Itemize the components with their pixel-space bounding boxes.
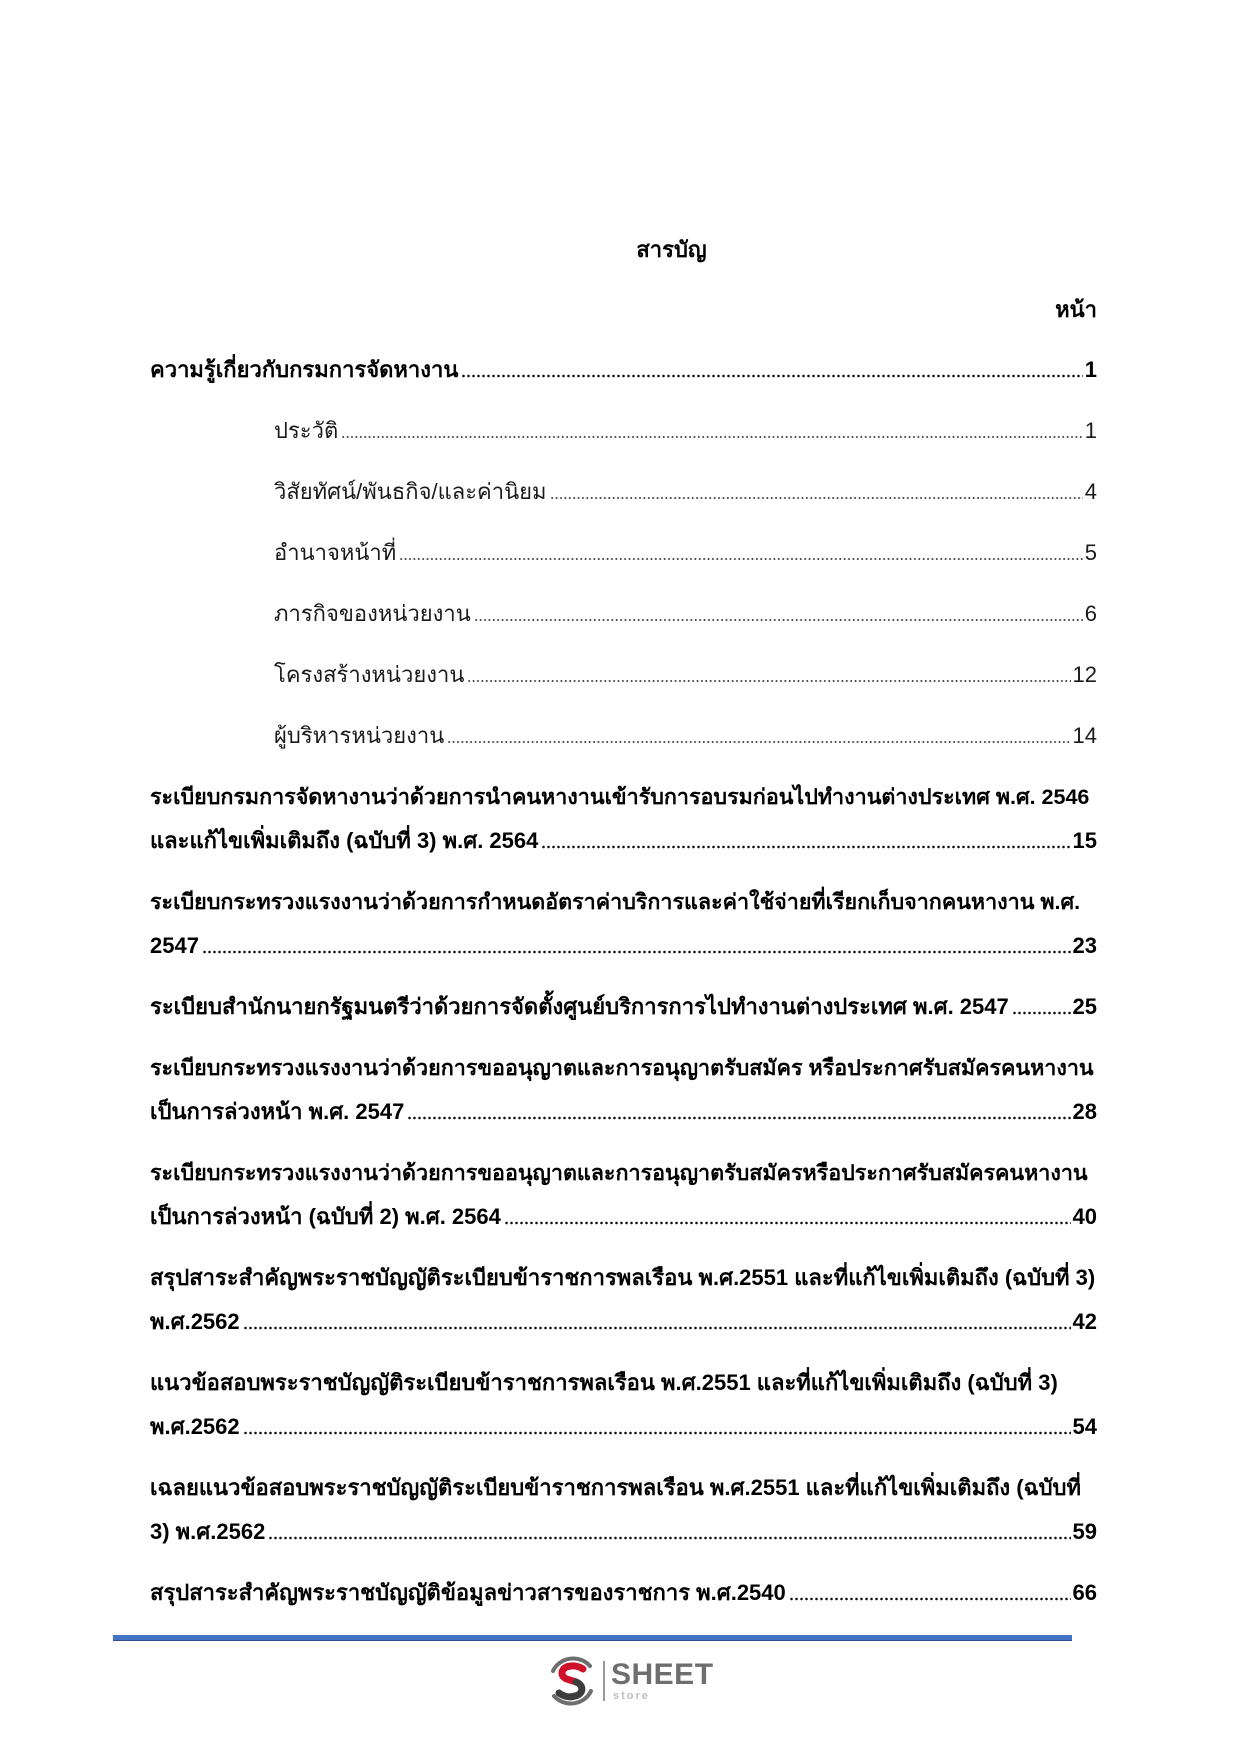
toc-entry: [150, 1151, 1097, 1239]
toc-page-number: 5: [1084, 540, 1097, 565]
toc-subentry: [150, 653, 1097, 697]
logo-divider: [603, 1661, 605, 1701]
toc-entry-title: ความรู้เกี่ยวกับกรมการจัดหางาน: [150, 357, 459, 382]
toc-leader-row: [274, 470, 1097, 514]
dot-leader: [1012, 985, 1071, 1029]
toc-entry-title: พ.ศ.2562: [150, 1309, 240, 1334]
toc-page-number: 1: [1084, 418, 1097, 443]
toc-entry-title: ประวัติ: [274, 418, 339, 443]
toc-subentry: [150, 714, 1097, 758]
toc-entry-title: เป็นการล่วงหน้า (ฉบับที่ 2) พ.ศ. 2564: [150, 1204, 501, 1229]
toc-entry-title: ผู้บริหารหน่วยงาน: [274, 723, 445, 748]
toc-subentry: [150, 592, 1097, 636]
toc-entry: [150, 985, 1097, 1029]
dot-leader: [504, 1195, 1071, 1239]
dot-leader: [243, 1405, 1071, 1449]
toc-leader-row: [150, 1300, 1097, 1344]
dot-leader: [541, 819, 1070, 863]
toc-leader-row: [150, 1510, 1097, 1554]
toc-page-number: 25: [1072, 994, 1097, 1019]
dot-leader: [461, 348, 1082, 392]
dot-leader: [550, 470, 1083, 514]
dot-leader: [407, 1090, 1070, 1134]
toc-page-number: 23: [1072, 933, 1097, 958]
toc-leader-row: [150, 924, 1097, 968]
toc-entry: [150, 880, 1097, 968]
dot-leader: [467, 653, 1070, 697]
table-of-contents: [150, 348, 1097, 1632]
toc-subentry: [150, 409, 1097, 453]
toc-leader-row: [150, 819, 1097, 863]
toc-leader-row: [274, 714, 1097, 758]
toc-entry-title: 2547: [150, 933, 199, 958]
dot-leader: [447, 714, 1070, 758]
dot-leader: [243, 1300, 1071, 1344]
logo-words: [611, 1660, 714, 1702]
toc-entry-title: โครงสร้างหน่วยงาน: [274, 662, 465, 687]
toc-entry: [150, 1361, 1097, 1449]
toc-page-number: 14: [1072, 723, 1097, 748]
toc-page-number: 28: [1072, 1099, 1097, 1124]
dot-leader: [789, 1571, 1071, 1615]
toc-entry: [150, 348, 1097, 392]
toc-leader-row: [150, 1571, 1097, 1615]
toc-leader-row: [150, 348, 1097, 392]
toc-page-number: 42: [1072, 1309, 1097, 1334]
toc-entry: [150, 1466, 1097, 1554]
toc-page-number: 12: [1072, 662, 1097, 687]
toc-leader-row: [274, 531, 1097, 575]
toc-leader-row: [150, 1090, 1097, 1134]
toc-entry-title: พ.ศ.2562: [150, 1414, 240, 1439]
toc-page-number: 66: [1072, 1580, 1097, 1605]
toc-entry-title-line: ระเบียบกรมการจัดหางานว่าด้วยการนำคนหางานเข้ารับการอบรมก่อนไปทำงานต่างประเทศ พ.ศ. 2546: [150, 785, 1090, 809]
toc-subentry: [150, 531, 1097, 575]
toc-page-number: 6: [1084, 601, 1097, 626]
toc-leader-row: [150, 1195, 1097, 1239]
toc-leader-row: [274, 592, 1097, 636]
toc-entry-title-line: ระเบียบกระทรวงแรงงานว่าด้วยการขออนุญาตและการอนุญาตรับสมัครหรือประกาศรับสมัครคนหางาน: [150, 1161, 1088, 1185]
toc-entry-title-line: ระเบียบกระทรวงแรงงานว่าด้วยการกำหนดอัตราค่าบริการและค่าใช้จ่ายที่เรียกเก็บจากคนหางาน พ.ศ.: [150, 890, 1081, 914]
toc-page-number: 15: [1072, 828, 1097, 853]
toc-entry-title-line: เฉลยแนวข้อสอบพระราชบัญญัติระเบียบข้าราชการพลเรือน พ.ศ.2551 และที่แก้ไขเพิ่มเติมถึง (ฉบับที่: [150, 1475, 1082, 1500]
toc-entry-title: และแก้ไขเพิ่มเติมถึง (ฉบับที่ 3) พ.ศ. 2564: [150, 828, 539, 853]
toc-page-number: 54: [1072, 1414, 1097, 1439]
toc-entry: [150, 1046, 1097, 1134]
toc-entry-title-line: แนวข้อสอบพระราชบัญญัติระเบียบข้าราชการพลเรือน พ.ศ.2551 และที่แก้ไขเพิ่มเติมถึง (ฉบับที่ 3): [150, 1370, 1058, 1395]
toc-entry: [150, 775, 1097, 863]
dot-leader: [399, 531, 1083, 575]
toc-entry-title: วิสัยทัศน์/พันธกิจ/และค่านิยม: [274, 479, 547, 504]
toc-entry: [150, 1256, 1097, 1344]
toc-entry-title: ระเบียบสำนักนายกรัฐมนตรีว่าด้วยการจัดตั้งศูนย์บริการการไปทำงานต่างประเทศ พ.ศ. 2547: [150, 994, 1009, 1019]
logo-wordmark: SHEET: [611, 1658, 714, 1691]
toc-page-number: 59: [1072, 1519, 1097, 1544]
toc-leader-row: [150, 985, 1097, 1029]
toc-entry-title-line: สรุปสาระสำคัญพระราชบัญญัติระเบียบข้าราชการพลเรือน พ.ศ.2551 และที่แก้ไขเพิ่มเติมถึง (ฉบับที่ 3): [150, 1265, 1096, 1290]
toc-entry-title: สรุปสาระสำคัญพระราชบัญญัติข้อมูลข่าวสารของราชการ พ.ศ.2540: [150, 1580, 786, 1605]
sheetstore-logo: [546, 1656, 714, 1706]
toc-entry-title: เป็นการล่วงหน้า พ.ศ. 2547: [150, 1099, 405, 1124]
toc-entry-title-line: ระเบียบกระทรวงแรงงานว่าด้วยการขออนุญาตและการอนุญาตรับสมัคร หรือประกาศรับสมัครคนหางาน: [150, 1056, 1094, 1080]
toc-page-number: 4: [1084, 479, 1097, 504]
footer-rule: [113, 1635, 1072, 1641]
toc-subentry: [150, 470, 1097, 514]
toc-page-number: 1: [1084, 357, 1097, 382]
toc-entry: [150, 1571, 1097, 1615]
page-title: สารบัญ: [636, 237, 707, 262]
toc-leader-row: [274, 409, 1097, 453]
toc-entry-title: ภารกิจของหน่วยงาน: [274, 601, 471, 626]
dot-leader: [341, 409, 1083, 453]
dot-leader: [202, 924, 1071, 968]
toc-leader-row: [274, 653, 1097, 697]
toc-page-number: 40: [1072, 1204, 1097, 1229]
toc-leader-row: [150, 1405, 1097, 1449]
logo-tagline: store: [613, 1690, 650, 1702]
dot-leader: [268, 1510, 1070, 1554]
dot-leader: [474, 592, 1083, 636]
toc-entry-title: 3) พ.ศ.2562: [150, 1519, 266, 1544]
sheet-store-s-mark-icon: [546, 1656, 598, 1706]
page-column-header: หน้า: [1055, 297, 1097, 322]
toc-entry-title: อำนาจหน้าที่: [274, 540, 397, 565]
